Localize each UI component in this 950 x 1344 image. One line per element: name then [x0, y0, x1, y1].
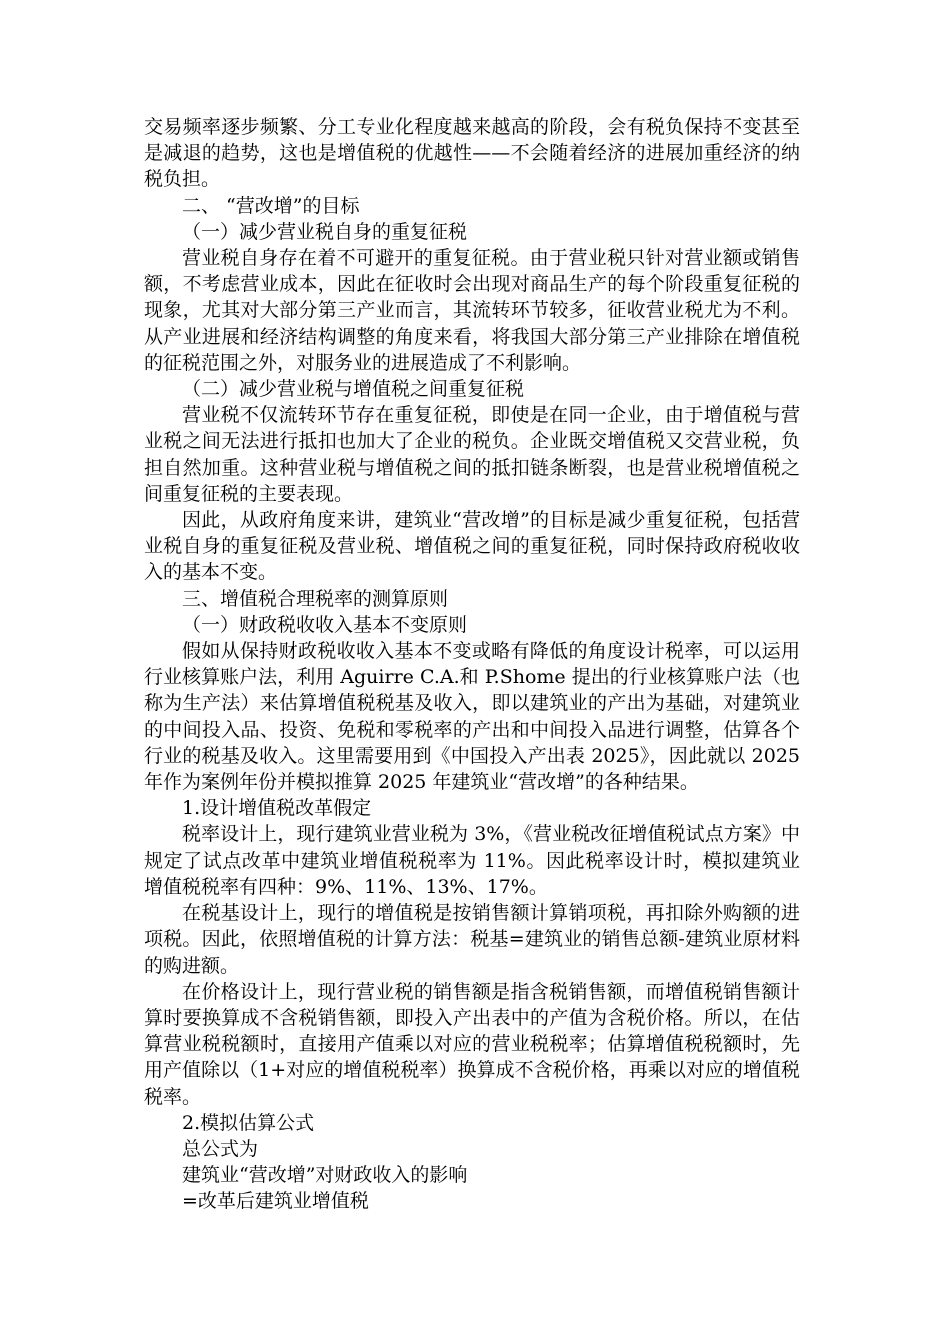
- paragraph-body: 因此，从政府角度来讲，建筑业“营改增”的目标是减少重复征税，包括营业税自身的重复征税及营业税、增值税之间的重复征税，同时保持政府税收收入的基本不变。: [144, 509, 800, 584]
- paragraph-body: 营业税不仅流转环节存在重复征税，即使是在同一企业，由于增值税与营业税之间无法进行抵扣也加大了企业的税负。企业既交增值税又交营业税，负担自然加重。这种营业税与增值税之间的抵扣链条断裂，也是营业税增值税之间重复征税的主要表现。: [144, 404, 800, 505]
- section-heading-2: 二、 “营改增”的目标: [182, 194, 360, 217]
- formula-line: =改革后建筑业增值税: [182, 1190, 369, 1213]
- paragraph-body: 在价格设计上，现行营业税的销售额是指含税销售额，而增值税销售额计算时要换算成不含税销售额，即投入产出表中的产值为含税价格。所以，在估算营业税税额时，直接用产值乘以对应的营业税税率；估算增值税税额时，先用产值除以（1+对应的增值税税率）换算成不含税价格，再乘以对应的增值税税率。: [144, 980, 800, 1108]
- subsection-heading-2-1: （一）减少营业税自身的重复征税: [182, 220, 468, 243]
- paragraph-body: 税率设计上，现行建筑业营业税为 3%，《营业税改征增值税试点方案》中规定了试点改革中建筑业增值税税率为 11%。因此税率设计时，模拟建筑业增值税税率有四种：9%、11%、13%、17%。: [144, 823, 800, 898]
- subsection-heading-2-2: （二）减少营业税与增值税之间重复征税: [182, 378, 525, 401]
- formula-line: 建筑业“营改增”对财政收入的影响: [182, 1164, 468, 1187]
- paragraph-body: 在税基设计上，现行的增值税是按销售额计算销项税，再扣除外购额的进项税。因此，依照增值税的计算方法：税基=建筑业的销售总额-建筑业原材料的购进额。: [144, 902, 800, 977]
- paragraph-body: 假如从保持财政税收收入基本不变或略有降低的角度设计税率，可以运用行业核算账户法，利用 Aguirre C.A.和 P.Shome 提出的行业核算账户法（也称为生产法）来估算增值税税基及收入，即以建筑业的产出为基础，对建筑业的中间投入品、投资、免税和零税率的产出和中间投入品进行调整，估算各个行业的税基及收入。这里需要用到《中国投入产出表 2025》，因此就以 2025 年作为案例年份并模拟推算 2025 年建筑业“营改增”的各种结果。: [144, 640, 800, 794]
- numbered-heading-2: 2.模拟估算公式: [182, 1111, 315, 1134]
- formula-label: 总公式为: [182, 1137, 259, 1160]
- section-heading-3: 三、增值税合理税率的测算原则: [182, 587, 449, 610]
- subsection-heading-3-1: （一）财政税收收入基本不变原则: [182, 613, 468, 636]
- paragraph-body: 营业税自身存在着不可避开的重复征税。由于营业税只针对营业额或销售额，不考虑营业成本，因此在征收时会出现对商品生产的每个阶段重复征税的现象，尤其对大部分第三产业而言，其流转环节较多，征收营业税尤为不利。从产业进展和经济结构调整的角度来看，将我国大部分第三产业排除在增值税的征税范围之外，对服务业的进展造成了不利影响。: [144, 247, 800, 374]
- numbered-heading-1: 1.设计增值税改革假定: [182, 797, 372, 820]
- paragraph-continuation: 交易频率逐步频繁、分工专业化程度越来越高的阶段，会有税负保持不变甚至是减退的趋势，这也是增值税的优越性——不会随着经济的进展加重经济的纳税负担。: [144, 116, 800, 191]
